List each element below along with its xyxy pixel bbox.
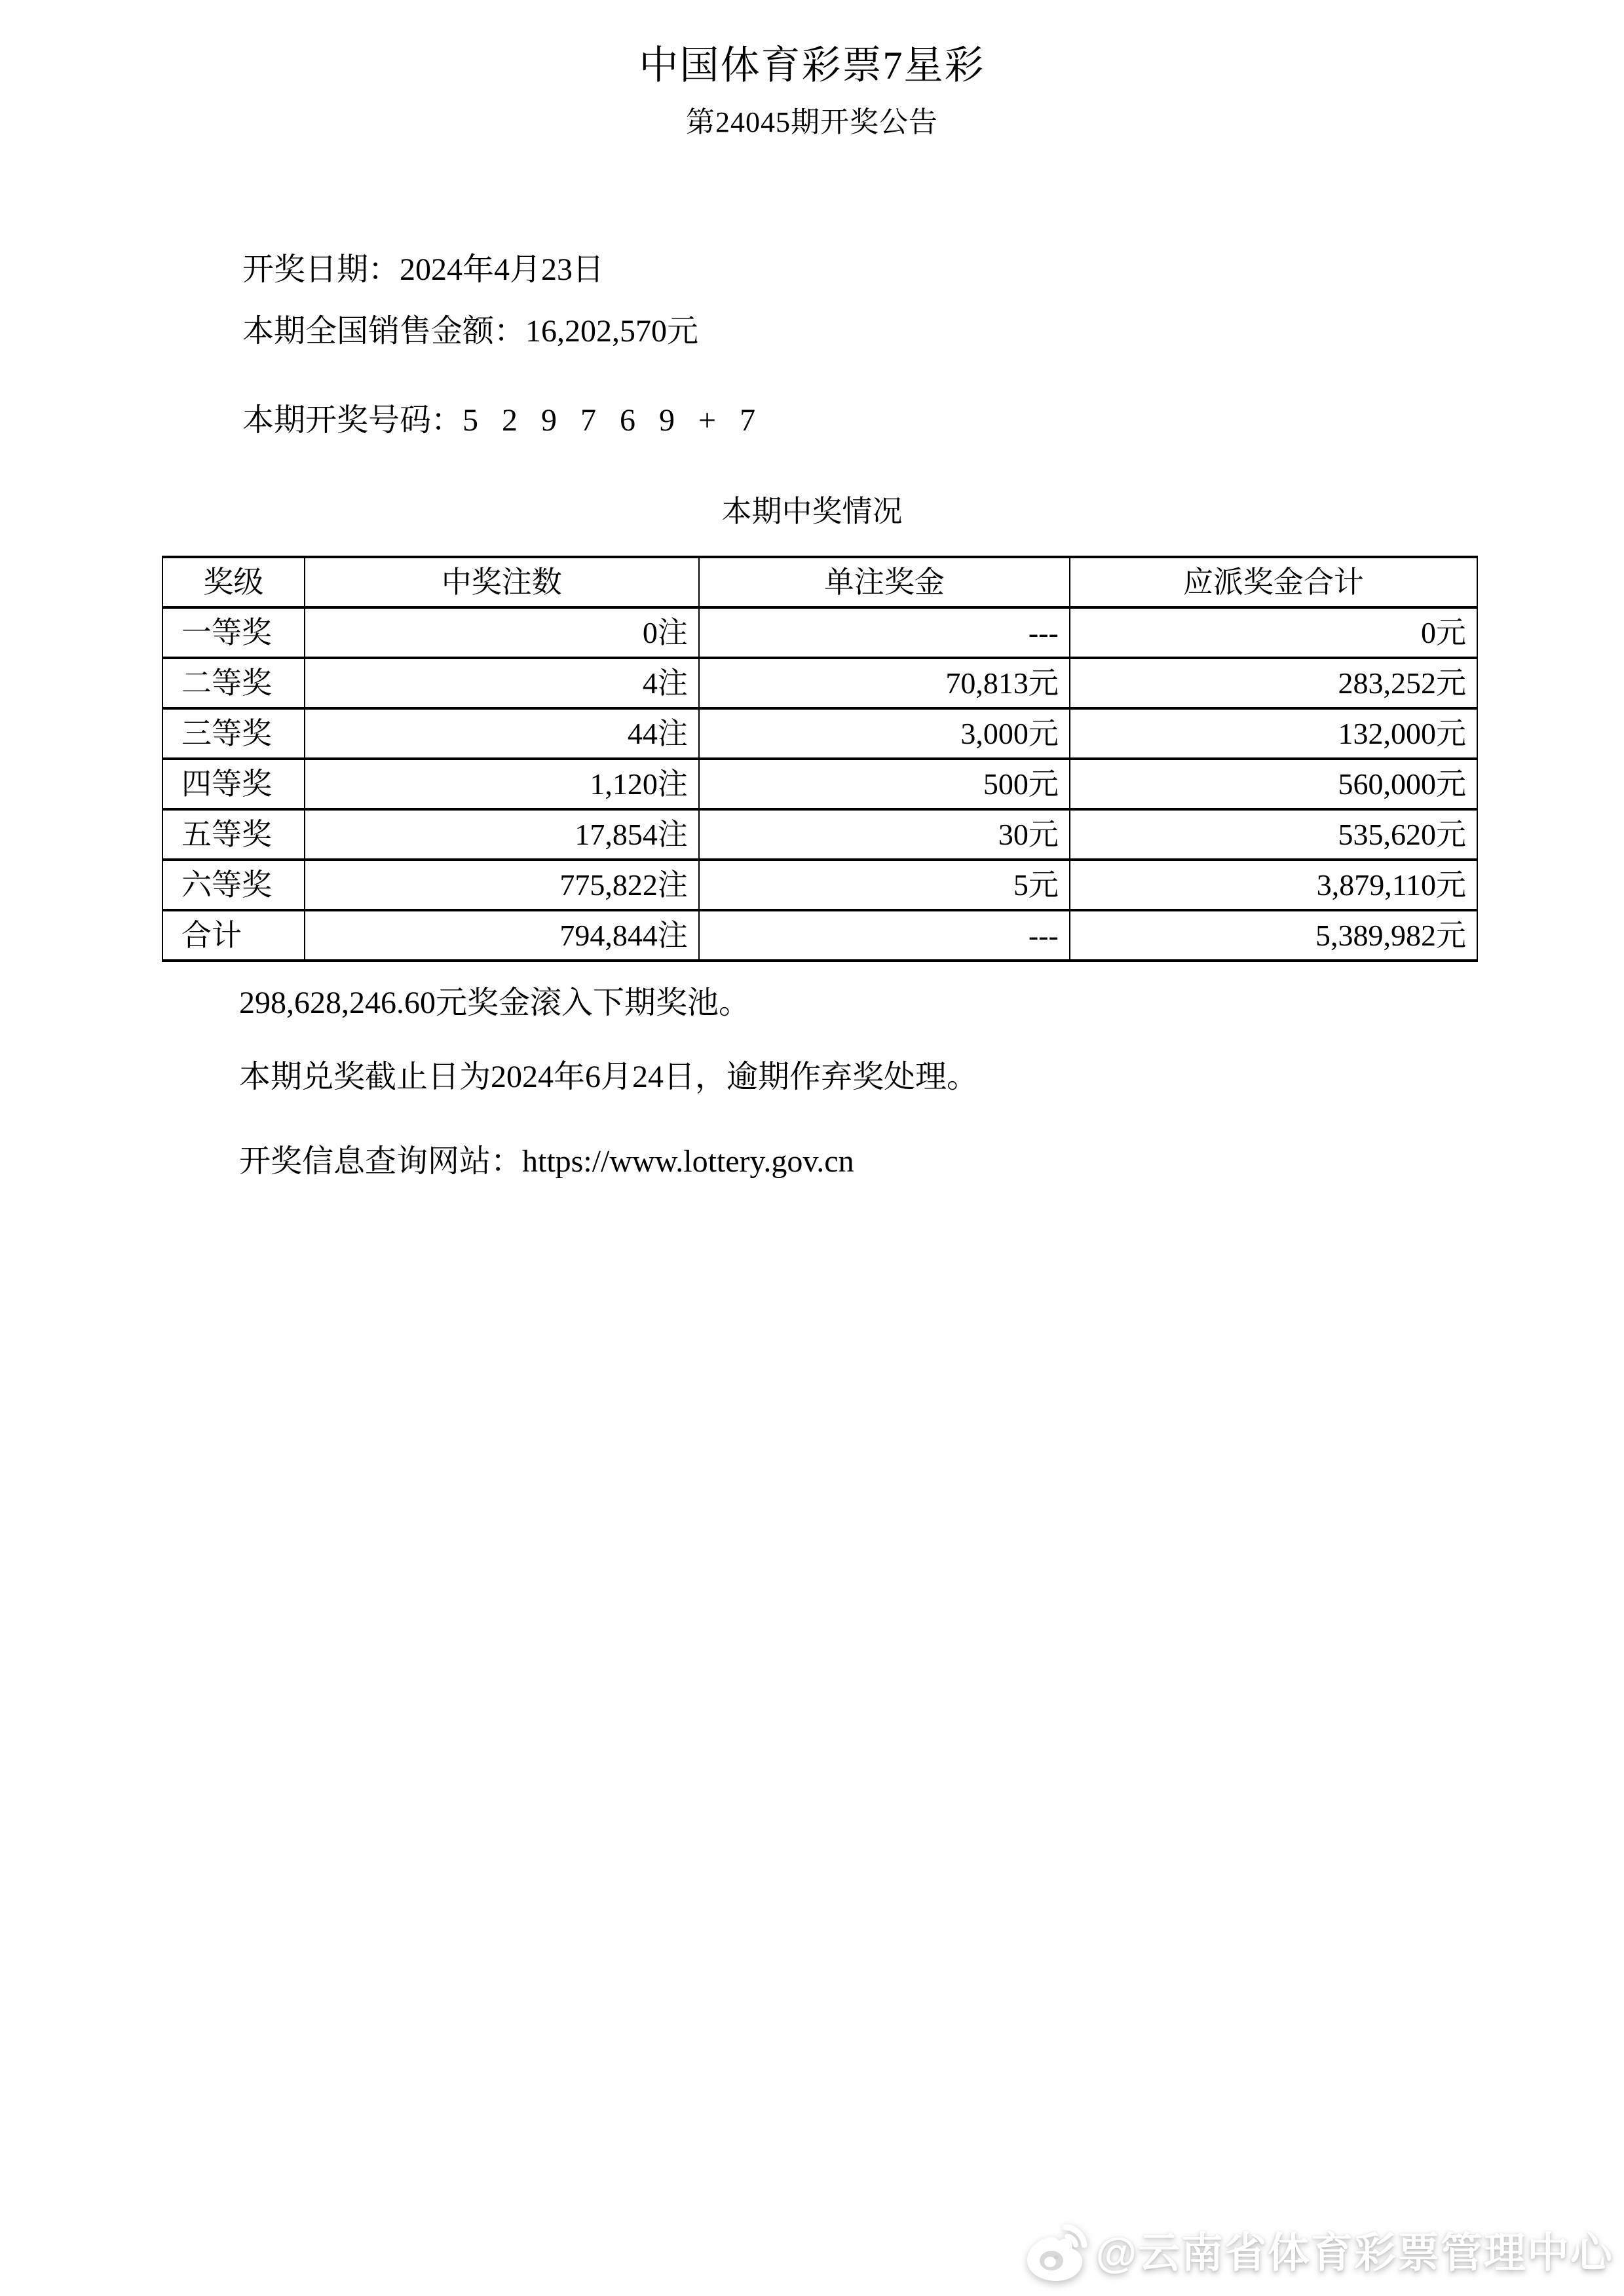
single-prize: 30元 <box>699 809 1070 860</box>
watermark-text: @云南省体育彩票管理中心 <box>1095 2229 1614 2276</box>
winning-count: 775,822注 <box>305 860 699 910</box>
winning-count: 1,120注 <box>305 759 699 809</box>
prize-level: 六等奖 <box>162 860 305 910</box>
total-prize: 5,389,982元 <box>1070 910 1477 961</box>
total-prize: 132,000元 <box>1070 708 1477 759</box>
weibo-watermark <box>1024 2221 1614 2284</box>
table-row <box>162 708 1477 759</box>
prize-level: 五等奖 <box>162 809 305 860</box>
prize-level: 二等奖 <box>162 658 305 708</box>
total-prize: 283,252元 <box>1070 658 1477 708</box>
single-prize: --- <box>699 910 1070 961</box>
header-total-prize: 应派奖金合计 <box>1070 557 1477 607</box>
page-title: 中国体育彩票7星彩 <box>639 44 985 87</box>
single-prize: 3,000元 <box>699 708 1070 759</box>
winning-count: 0注 <box>305 607 699 658</box>
prize-level: 合计 <box>162 910 305 961</box>
prize-table <box>162 556 1478 962</box>
winning-numbers-line <box>242 405 1624 436</box>
weibo-icon <box>1024 2221 1089 2284</box>
prize-level: 一等奖 <box>162 607 305 658</box>
rollover-note: 298,628,246.60元奖金滚入下期奖池。 <box>239 985 751 1020</box>
prize-level: 三等奖 <box>162 708 305 759</box>
table-row <box>162 860 1477 910</box>
single-prize: 5元 <box>699 860 1070 910</box>
total-prize: 535,620元 <box>1070 809 1477 860</box>
header-winning-count: 中奖注数 <box>305 557 699 607</box>
single-prize: 70,813元 <box>699 658 1070 708</box>
table-header-row <box>162 557 1477 607</box>
sales-amount-line: 本期全国销售金额：16,202,570元 <box>242 314 699 349</box>
header-single-prize: 单注奖金 <box>699 557 1070 607</box>
total-prize: 3,879,110元 <box>1070 860 1477 910</box>
winning-count: 4注 <box>305 658 699 708</box>
single-prize: 500元 <box>699 759 1070 809</box>
draw-info-section <box>242 254 1624 436</box>
page-subtitle: 第24045期开奖公告 <box>686 106 938 138</box>
winning-count: 794,844注 <box>305 910 699 961</box>
winning-numbers-value: 5 2 9 7 6 9 + 7 <box>463 403 764 438</box>
website-note: 开奖信息查询网站：https://www.lottery.gov.cn <box>239 1143 854 1179</box>
table-row <box>162 759 1477 809</box>
winning-numbers-label: 本期开奖号码： <box>242 403 463 438</box>
table-row <box>162 809 1477 860</box>
notes-section <box>239 986 1624 1179</box>
table-row <box>162 658 1477 708</box>
table-row-total <box>162 910 1477 961</box>
winning-count: 17,854注 <box>305 809 699 860</box>
header-prize-level: 奖级 <box>162 557 305 607</box>
total-prize: 0元 <box>1070 607 1477 658</box>
total-prize: 560,000元 <box>1070 759 1477 809</box>
prize-table-title: 本期中奖情况 <box>721 495 903 528</box>
single-prize: --- <box>699 607 1070 658</box>
prize-level: 四等奖 <box>162 759 305 809</box>
winning-count: 44注 <box>305 708 699 759</box>
deadline-note: 本期兑奖截止日为2024年6月24日，逾期作弃奖处理。 <box>239 1059 979 1094</box>
table-row <box>162 607 1477 658</box>
draw-date-line: 开奖日期：2024年4月23日 <box>242 252 605 287</box>
